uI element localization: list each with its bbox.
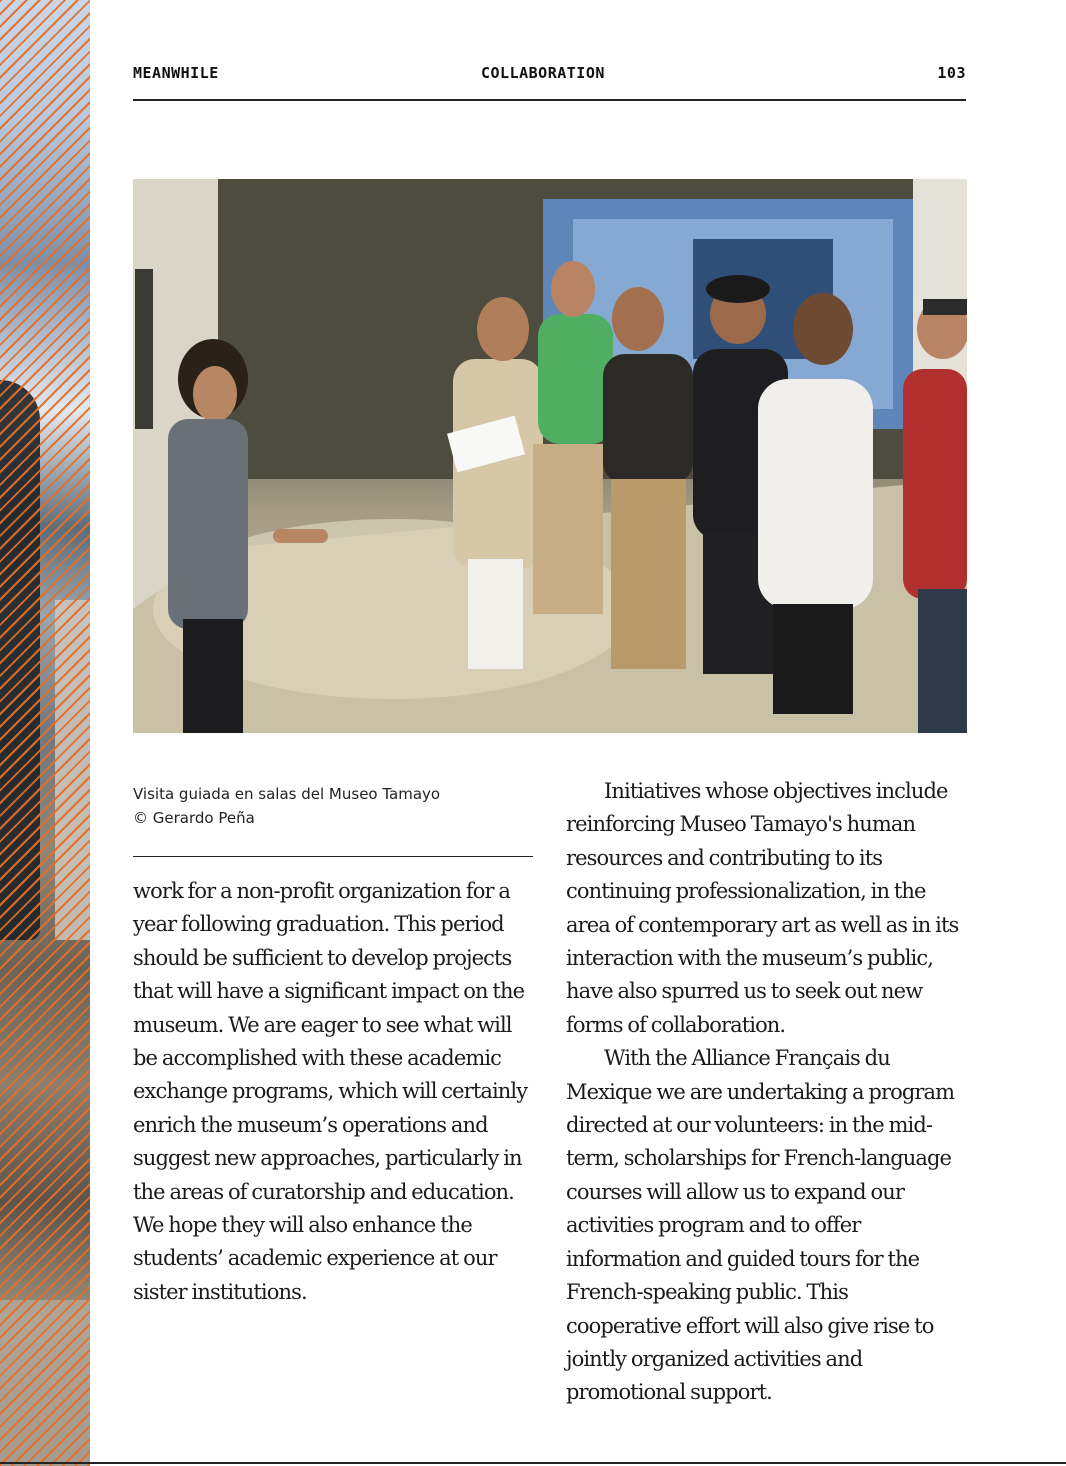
guided-tour-photo <box>133 179 967 733</box>
bottom-rule <box>0 1462 1066 1464</box>
header-rule <box>133 99 966 101</box>
orange-hatch-pattern <box>0 0 90 1466</box>
body-paragraph: work for a non-profit organization for a year following graduation. This period should be sufficient to develop projects that will have a significant impact on the museum. We are eager to see what will be accomplished with these academic exchange programs, which will certainly enrich the museum’s operations and suggest new approaches, particularly in the areas of curatorship and education. We hope they will also enhance the students’ academic experience at our sister institutions. <box>133 879 528 1304</box>
decorative-side-strip <box>0 0 90 1466</box>
left-column <box>133 875 533 1309</box>
photo-caption <box>133 782 533 830</box>
photo-illustration <box>133 179 967 733</box>
section-label: MEANWHILE <box>133 64 219 82</box>
caption-credit: © Gerardo Peña <box>133 809 255 827</box>
caption-rule <box>133 856 533 857</box>
caption-title: Visita guiada en salas del Museo Tamayo <box>133 785 441 803</box>
chapter-label: COLLABORATION <box>481 64 605 82</box>
body-paragraph: Initiatives whose objectives include reinforcing Museo Tamayo's human resources and contributing to its continuing professionalization, in the area of contemporary art as well as in its interaction with the museum’s public, have also spurred us to seek out new forms of collaboration. <box>566 779 959 1037</box>
page-number: 103 <box>937 64 966 82</box>
body-paragraph: With the Alliance Français du Mexique we are undertaking a program directed at our volunteers: in the mid-term, scholarships for French-language courses will allow us to expand our activities program and to offer information and guided tours for the French-speaking public. This cooperative effort will also give rise to jointly organized activities and promotional support. <box>566 1046 955 1405</box>
right-column <box>566 775 966 1410</box>
running-header <box>133 64 966 86</box>
